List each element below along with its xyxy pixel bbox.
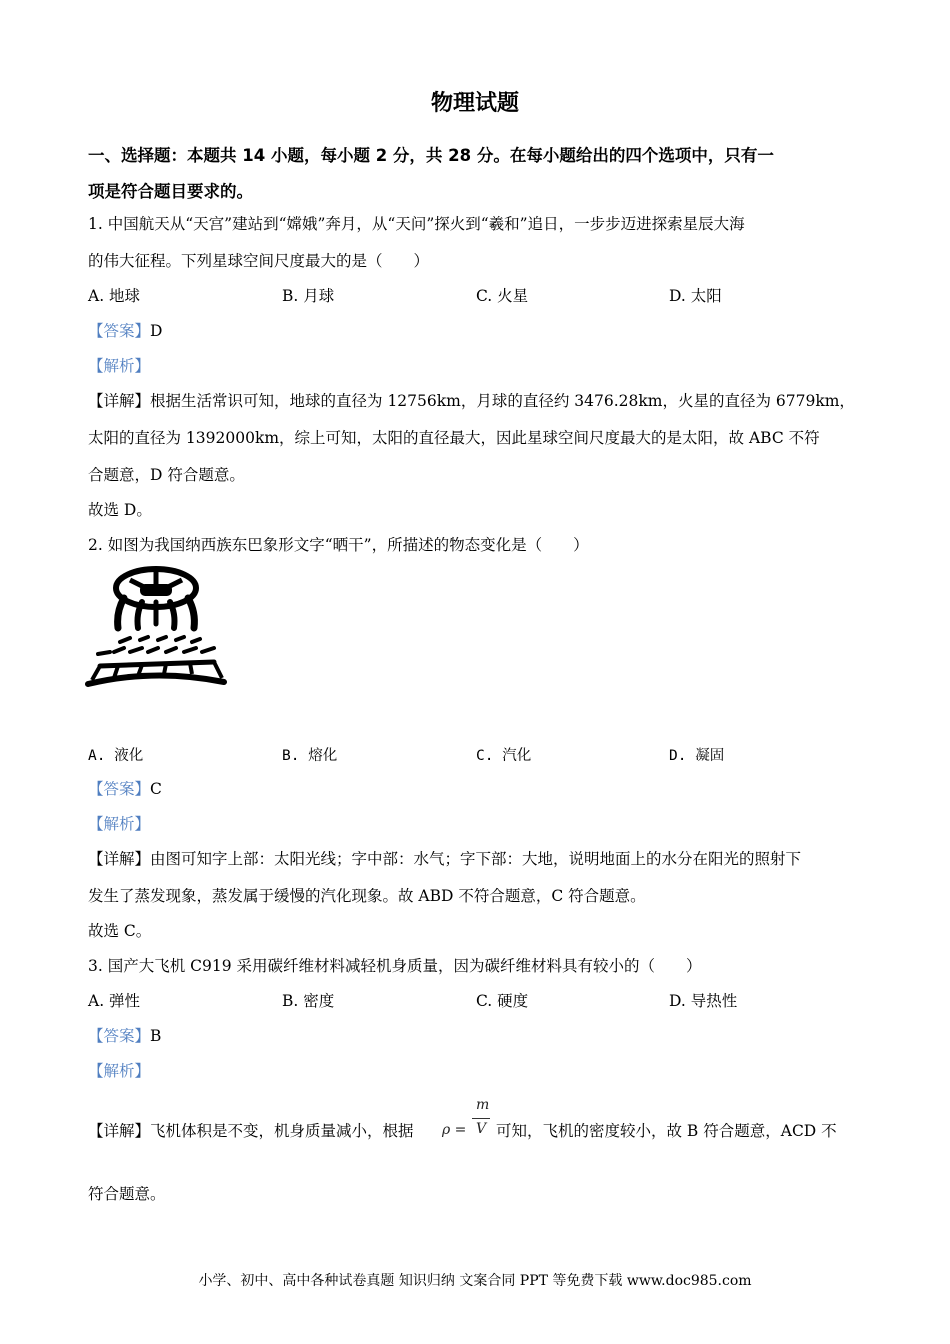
detail-label: 【详解】	[88, 850, 151, 868]
q2-answer-row	[88, 779, 162, 799]
q2-detail-text1: 由图可知字上部：太阳光线；字中部：水气；字下部：大地，说明地面上的水分在阳光的照射下	[150, 850, 802, 868]
q2-stem: 2. 如图为我国纳西族东巴象形文字“晒干”，所描述的物态变化是（ ）	[88, 536, 589, 554]
q3-option-a: A. 弹性	[88, 992, 141, 1010]
formula-numerator: m	[476, 1097, 490, 1113]
q1-option-d: D. 太阳	[669, 287, 722, 305]
q3-option-c: C. 硬度	[476, 992, 529, 1010]
q1-answer: D	[150, 322, 163, 340]
footer-advert: 小学、初中、高中各种试卷真题 知识归纳 文案合同 PPT 等免费下载 www.doc985.com	[198, 1273, 752, 1289]
q1-detail-line2: 太阳的直径为 1392000km，综上可知，太阳的直径最大，因此星球空间尺度最大的是太阳，故 ABC 不符	[88, 429, 820, 447]
q3-detail-line1-right: 可知，飞机的密度较小，故 B 符合题意，ACD 不	[496, 1122, 837, 1140]
q1-stem-line1: 1. 中国航天从“天宫”建站到“嫦娥”奔月，从“天问”探火到“羲和”追日，一步步迈进探索星辰大海	[88, 215, 745, 233]
naxi-pictograph-figure	[84, 562, 230, 690]
page-title: 物理试题	[430, 91, 519, 116]
q1-option-c: C. 火星	[476, 287, 529, 305]
formula-lhs: ρ =	[442, 1122, 467, 1138]
q3-detail-line2: 符合题意。	[88, 1185, 166, 1203]
q1-option-a: A. 地球	[88, 287, 141, 305]
q3-option-b: B. 密度	[282, 992, 335, 1010]
q3-stem: 3. 国产大飞机 C919 采用碳纤维材料减轻机身质量，因为碳纤维材料具有较小的（ ）	[88, 957, 702, 975]
q2-option-b: B. 熔化	[282, 748, 338, 764]
answer-label: 【答案】	[88, 780, 151, 798]
q1-conclusion: 故选 D。	[88, 501, 152, 519]
q2-detail-line2: 发生了蒸发现象，蒸发属于缓慢的汽化现象。故 ABD 不符合题意，C 符合题意。	[88, 887, 646, 905]
q2-option-a: A. 液化	[88, 748, 144, 764]
q1-detail-line1	[88, 391, 855, 411]
q2-option-c: C. 汽化	[476, 748, 532, 764]
answer-label: 【答案】	[88, 1027, 151, 1045]
q1-analysis-label: 【解析】	[88, 357, 151, 375]
q2-answer: C	[150, 780, 162, 798]
q2-option-d: D. 凝固	[669, 748, 725, 764]
q2-analysis-label: 【解析】	[88, 815, 151, 833]
detail-label: 【详解】	[88, 392, 151, 410]
q3-detail-text-a: 飞机体积是不变，机身质量减小，根据	[150, 1122, 414, 1140]
formula-denominator: V	[476, 1121, 487, 1137]
q3-analysis-label: 【解析】	[88, 1062, 151, 1080]
q1-answer-row	[88, 321, 162, 341]
q1-option-b: B. 月球	[282, 287, 335, 305]
q3-answer-row	[88, 1026, 161, 1046]
q1-stem-line2: 的伟大征程。下列星球空间尺度最大的是（ ）	[88, 252, 430, 270]
detail-label: 【详解】	[88, 1122, 151, 1140]
section-heading-line2: 项是符合题目要求的。	[88, 182, 253, 201]
q3-option-d: D. 导热性	[669, 992, 738, 1010]
q3-answer: B	[150, 1027, 162, 1045]
answer-label: 【答案】	[88, 322, 151, 340]
q3-detail-line1-left	[88, 1121, 414, 1141]
q2-conclusion: 故选 C。	[88, 922, 152, 940]
q2-detail-line1	[88, 849, 801, 869]
q1-detail-line3: 合题意，D 符合题意。	[88, 466, 245, 484]
q1-detail-text1: 根据生活常识可知，地球的直径为 12756km，月球的直径约 3476.28km，火星的直径为 6779km，	[150, 392, 855, 410]
ground-line	[88, 675, 224, 684]
section-heading-line1: 一、选择题：本题共 14 小题，每小题 2 分，共 28 分。在每小题给出的四个选项中，只有一	[88, 146, 774, 165]
fraction-bar	[472, 1118, 490, 1119]
